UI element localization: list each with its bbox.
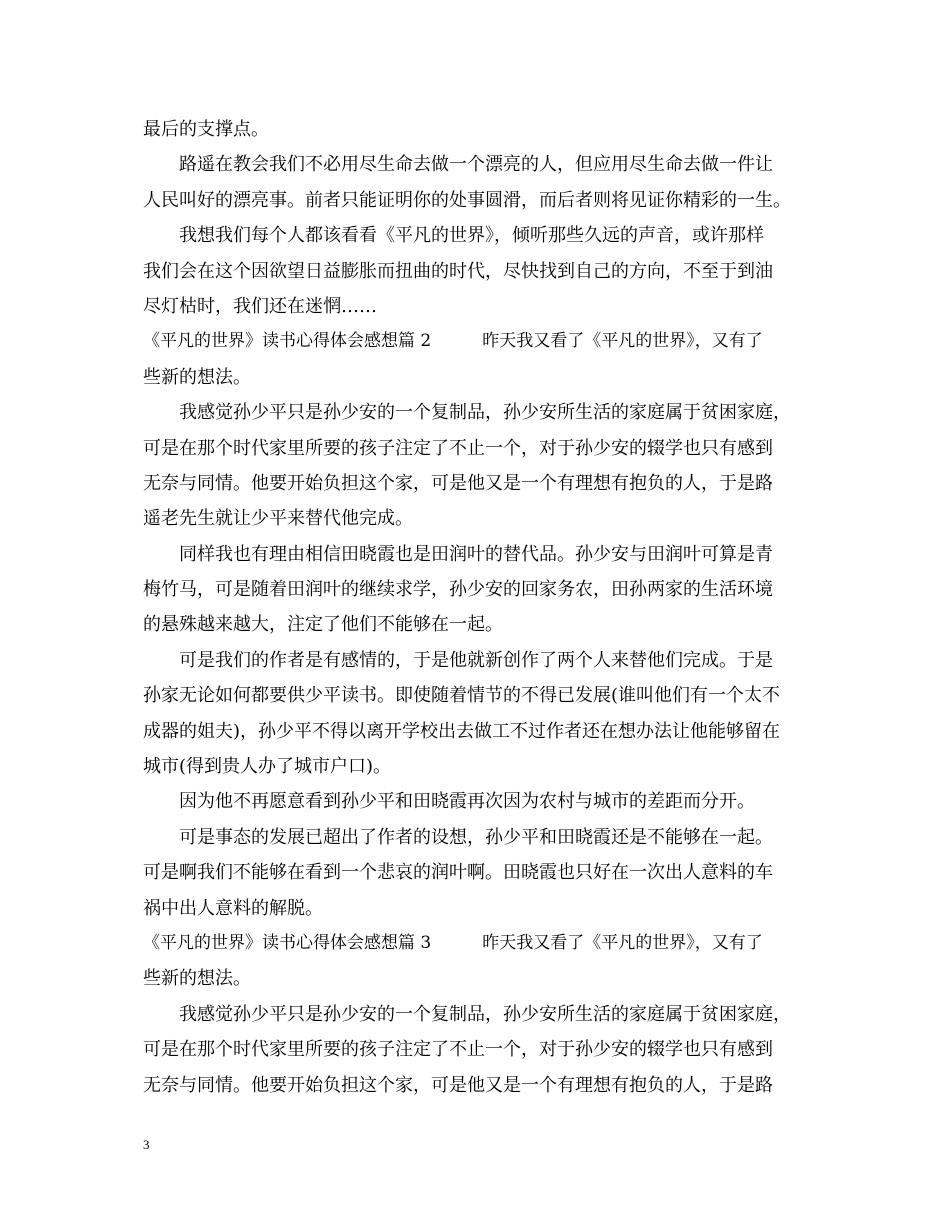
text-line: 些新的想法。 [143, 366, 251, 388]
text-line: 可是我们的作者是有感情的，于是他就新创作了两个人来替他们完成。于是 [179, 649, 773, 671]
text-line: 无奈与同情。他要开始负担这个家，可是他又是一个有理想有抱负的人，于是路 [143, 472, 773, 494]
text-line: 人民叫好的漂亮事。前者只能证明你的处事圆滑，而后者则将见证你精彩的一生。 [143, 189, 791, 211]
text-line: 成器的姐夫)，孙少平不得以离开学校出去做工不过作者还在想办法让他能够留在 [143, 720, 781, 742]
text-line: 我感觉孙少平只是孙少安的一个复制品，孙少安所生活的家庭属于贫困家庭， [179, 1003, 791, 1025]
page-number: 3 [143, 1137, 150, 1152]
text-line: 祸中出人意料的解脱。 [143, 897, 323, 919]
text-line: 同样我也有理由相信田晓霞也是田润叶的替代品。孙少安与田润叶可算是青 [179, 543, 773, 565]
text-line: 因为他不再愿意看到孙少平和田晓霞再次因为农村与城市的差距而分开。 [179, 791, 755, 813]
text-line: 我想我们每个人都该看看《平凡的世界》，倾听那些久远的声音，或许那样 [179, 225, 764, 247]
text-line: 无奈与同情。他要开始负担这个家，可是他又是一个有理想有抱负的人，于是路 [143, 1074, 773, 1096]
text-line: 路遥在教会我们不必用尽生命去做一个漂亮的人，但应用尽生命去做一件让 [179, 154, 773, 176]
text-line: 我感觉孙少平只是孙少安的一个复制品，孙少安所生活的家庭属于贫困家庭， [179, 402, 791, 424]
text-line: 尽灯枯时，我们还在迷惘…… [143, 295, 377, 317]
text-line: 些新的想法。 [143, 968, 251, 990]
text-line: 可是事态的发展已超出了作者的设想，孙少平和田晓霞还是不能够在一起。 [179, 826, 773, 848]
text-line: 我们会在这个因欲望日益膨胀而扭曲的时代，尽快找到自己的方向，不至于到油 [143, 260, 773, 282]
text-line: 可是在那个时代家里所要的孩子注定了不止一个，对于孙少安的辍学也只有感到 [143, 1039, 773, 1061]
section-heading-line: 《平凡的世界》读书心得体会感想篇 2 昨天我又看了《平凡的世界》，又有了 [143, 331, 763, 352]
text-line: 可是啊我们不能够在看到一个悲哀的润叶啊。田晓霞也只好在一次出人意料的车 [143, 862, 773, 884]
text-line: 梅竹马，可是随着田润叶的继续求学，孙少安的回家务农，田孙两家的生活环境 [143, 579, 773, 601]
text-line: 遥老先生就让少平来替代他完成。 [143, 508, 413, 530]
text-line: 城市(得到贵人办了城市户口)。 [143, 756, 392, 778]
body-text [143, 112, 823, 1103]
text-line: 可是在那个时代家里所要的孩子注定了不止一个，对于孙少安的辍学也只有感到 [143, 437, 773, 459]
section-heading-line: 《平凡的世界》读书心得体会感想篇 3 昨天我又看了《平凡的世界》，又有了 [143, 932, 763, 953]
text-line: 的悬殊越来越大，注定了他们不能够在一起。 [143, 614, 503, 636]
text-line: 最后的支撑点。 [143, 119, 269, 140]
text-line: 孙家无论如何都要供少平读书。即使随着情节的不得已发展(谁叫他们有一个太不 [143, 685, 781, 707]
